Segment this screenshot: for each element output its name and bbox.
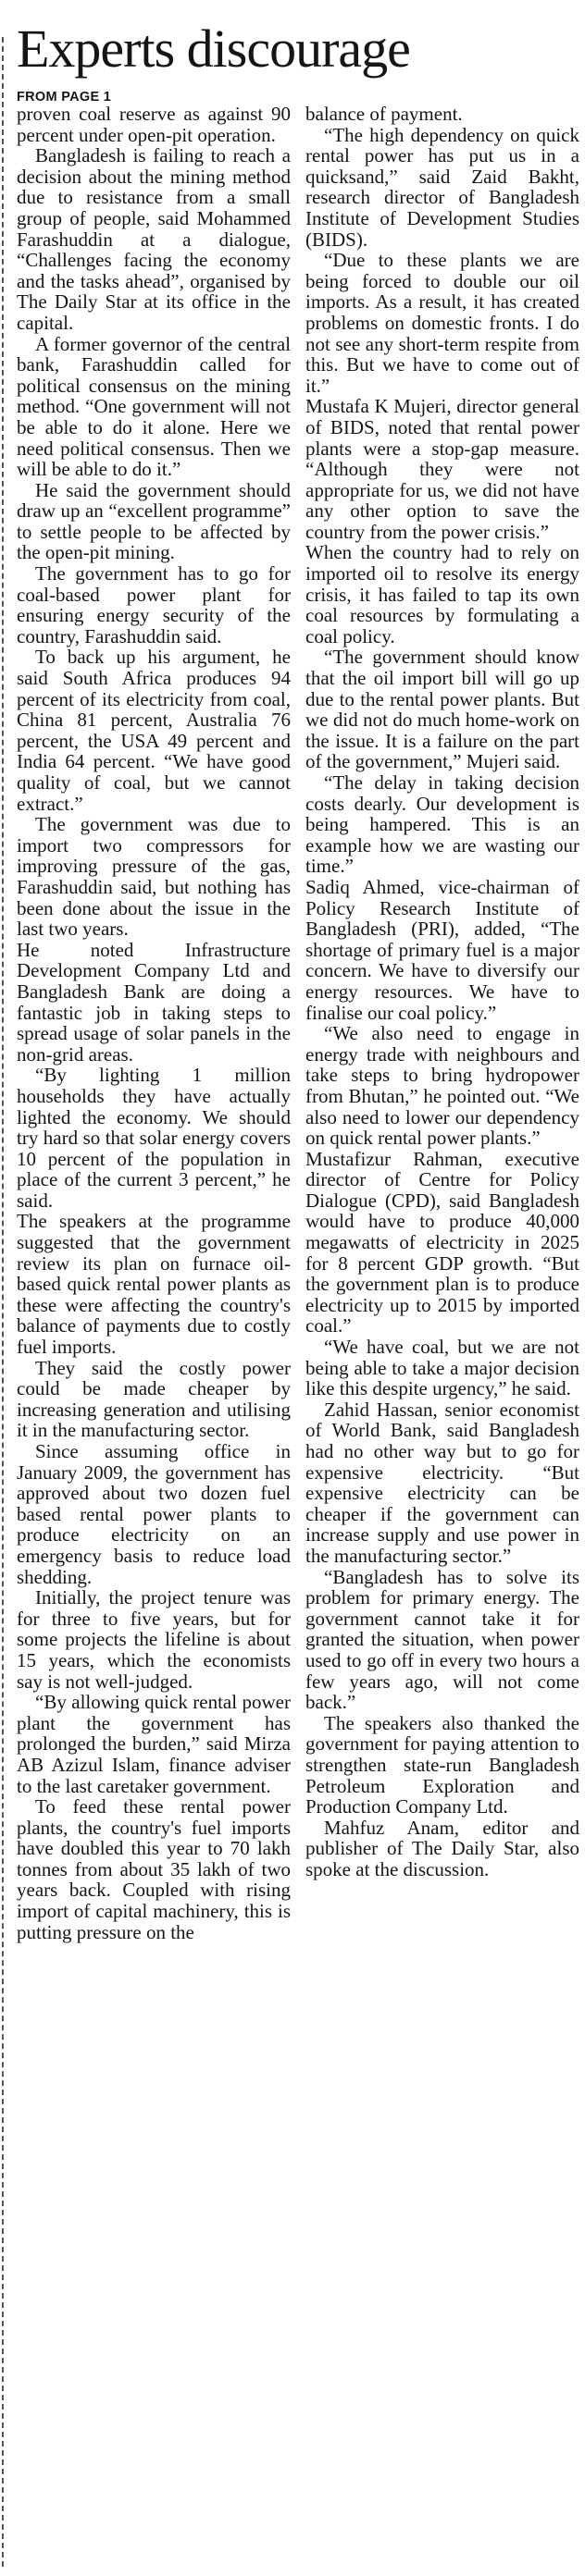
- left-column: [17, 104, 291, 2571]
- paragraph: To back up his argument, he said South Africa produces 94 percent of its electricity from coal, China 81 percent, Australia 76 percent, the USA 49 percent and India 64 percent. “We have good quality of coal, but we cannot extract.”: [17, 646, 291, 815]
- paragraph: “By lighting 1 million households they have actually lighted the economy. We should try hard so that solar energy covers 10 percent of the population in place of the current 3 percent,” he said.: [17, 1064, 291, 1212]
- paragraph: The speakers also thanked the government for paying attention to strengthen state-run Bangladesh Petroleum Exploration and Production Company Ltd.: [305, 1711, 579, 1818]
- paragraph: Mustafa K Mujeri, director general of BIDS, noted that rental power plants were a stop-gap measure. “Although they were not appropriate for us, we did not have any other option to save the country from the power crisis.”: [305, 395, 579, 543]
- paragraph: The government was due to import two compressors for improving pressure of the gas, Farashuddin said, but nothing has been done about the issue in the last two years.: [17, 813, 291, 941]
- paragraph: The speakers at the programme suggested that the government review its plan on furnace oil-based quick rental power plants as these were affecting the country's balance of payments due to costly fuel imports.: [17, 1210, 291, 1359]
- headline: Experts discourage: [17, 18, 410, 79]
- paragraph: Since assuming office in January 2009, the government has approved about two dozen fuel based rental power plants to produce electricity on an emergency basis to reduce load shedding.: [17, 1440, 291, 1588]
- paragraph: Mustafizur Rahman, executive director of Centre for Policy Dialogue (CPD), said Bangladesh would have to produce 40,000 megawatts of electricity in 2025 for 8 percent GDP growth. “But the government plan is to produce electricity up to 2015 by imported coal.”: [305, 1147, 579, 1337]
- right-column: [305, 104, 579, 2571]
- paragraph: To feed these rental power plants, the country's fuel imports have doubled this year to 70 lakh tonnes from about 35 lakh of two years back. Coupled with rising import of capital machinery, this is putting pressure on the: [17, 1795, 291, 1943]
- paragraph: “We also need to engage in energy trade with neighbours and take steps to bring hydropower from Bhutan,” he pointed out. “We also need to lower our dependency on quick rental power plants.”: [305, 1022, 579, 1150]
- paragraph: The government has to go for coal-based power plant for ensuring energy security of the country, Farashuddin said.: [17, 562, 291, 647]
- paragraph: “The high dependency on quick rental power has put us in a quicksand,” said Zaid Bakht, research director of Bangladesh Institute of Development Studies (BIDS).: [305, 123, 579, 251]
- dashed-cut-line: [2, 37, 7, 2567]
- paragraph: “By allowing quick rental power plant the government has prolonged the burden,” said Mirza AB Azizul Islam, finance adviser to the last caretaker government.: [17, 1691, 291, 1797]
- paragraph: Sadiq Ahmed, vice-chairman of Policy Research Institute of Bangladesh (PRI), added, “The shortage of primary fuel is a major concern. We have to diversify our energy resources. We have to finalise our coal policy.”: [305, 875, 579, 1024]
- paragraph: proven coal reserve as against 90 percent under open-pit operation.: [17, 104, 291, 146]
- paragraph: Bangladesh is failing to reach a decision about the mining method due to resistance from a small group of people, said Mohammed Farashuddin at a dialogue, “Challenges facing the economy and the tasks ahead”, organised by The Daily Star at its office in the capital.: [17, 144, 291, 334]
- paragraph: balance of payment.: [305, 104, 463, 125]
- paragraph: When the country had to rely on imported oil to resolve its energy crisis, it has failed to tap its own coal resources by formulating a coal policy.: [305, 541, 579, 647]
- paragraph: Initially, the project tenure was for three to five years, but for some projects the lifeline is about 15 years, which the economists say is not well-judged.: [17, 1586, 291, 1693]
- paragraph: “The delay in taking decision costs dearly. Our development is being hampered. This is an example how we are wasting our time.”: [305, 771, 579, 878]
- continuation-label: FROM PAGE 1: [17, 90, 112, 105]
- paragraph: They said the costly power could be made cheaper by increasing generation and utilising it in the manufacturing sector.: [17, 1356, 291, 1442]
- paragraph: Zahid Hassan, senior economist of World Bank, said Bangladesh had no other way but to go for expensive electricity. “But expensive electricity can be cheaper if the government can increase supply and use power in the manufacturing sector.”: [305, 1398, 579, 1567]
- paragraph: A former governor of the central bank, Farashuddin called for political consensus on the mining method. “One government will not be able to do it alone. Here we need political consensus. Then we will be able to do it.”: [17, 332, 291, 481]
- paragraph: “We have coal, but we are not being able to take a major decision like this despite urgency,” he said.: [305, 1336, 579, 1400]
- paragraph: “The government should know that the oil import bill will go up due to the rental power plants. But we did not do much home-work on the issue. It is a failure on the part of the government,” Mujeri said.: [305, 646, 579, 773]
- paragraph: He noted Infrastructure Development Company Ltd and Bangladesh Bank are doing a fantastic job in taking steps to spread usage of solar panels in the non-grid areas.: [17, 938, 291, 1066]
- paragraph: He said the government should draw up an “excellent programme” to settle people to be affected by the open-pit mining.: [17, 478, 291, 564]
- paragraph: “Bangladesh has to solve its problem for primary energy. The government cannot take it for granted the situation, when power used to go off in every two hours a few years ago, will not come back.”: [305, 1565, 579, 1714]
- paragraph: Mahfuz Anam, editor and publisher of The Daily Star, also spoke at the discussion.: [305, 1816, 579, 1880]
- paragraph: “Due to these plants we are being forced to double our oil imports. As a result, it has created problems on domestic fronts. I do not see any short-term respite from this. But we have to come out of it.”: [305, 249, 579, 397]
